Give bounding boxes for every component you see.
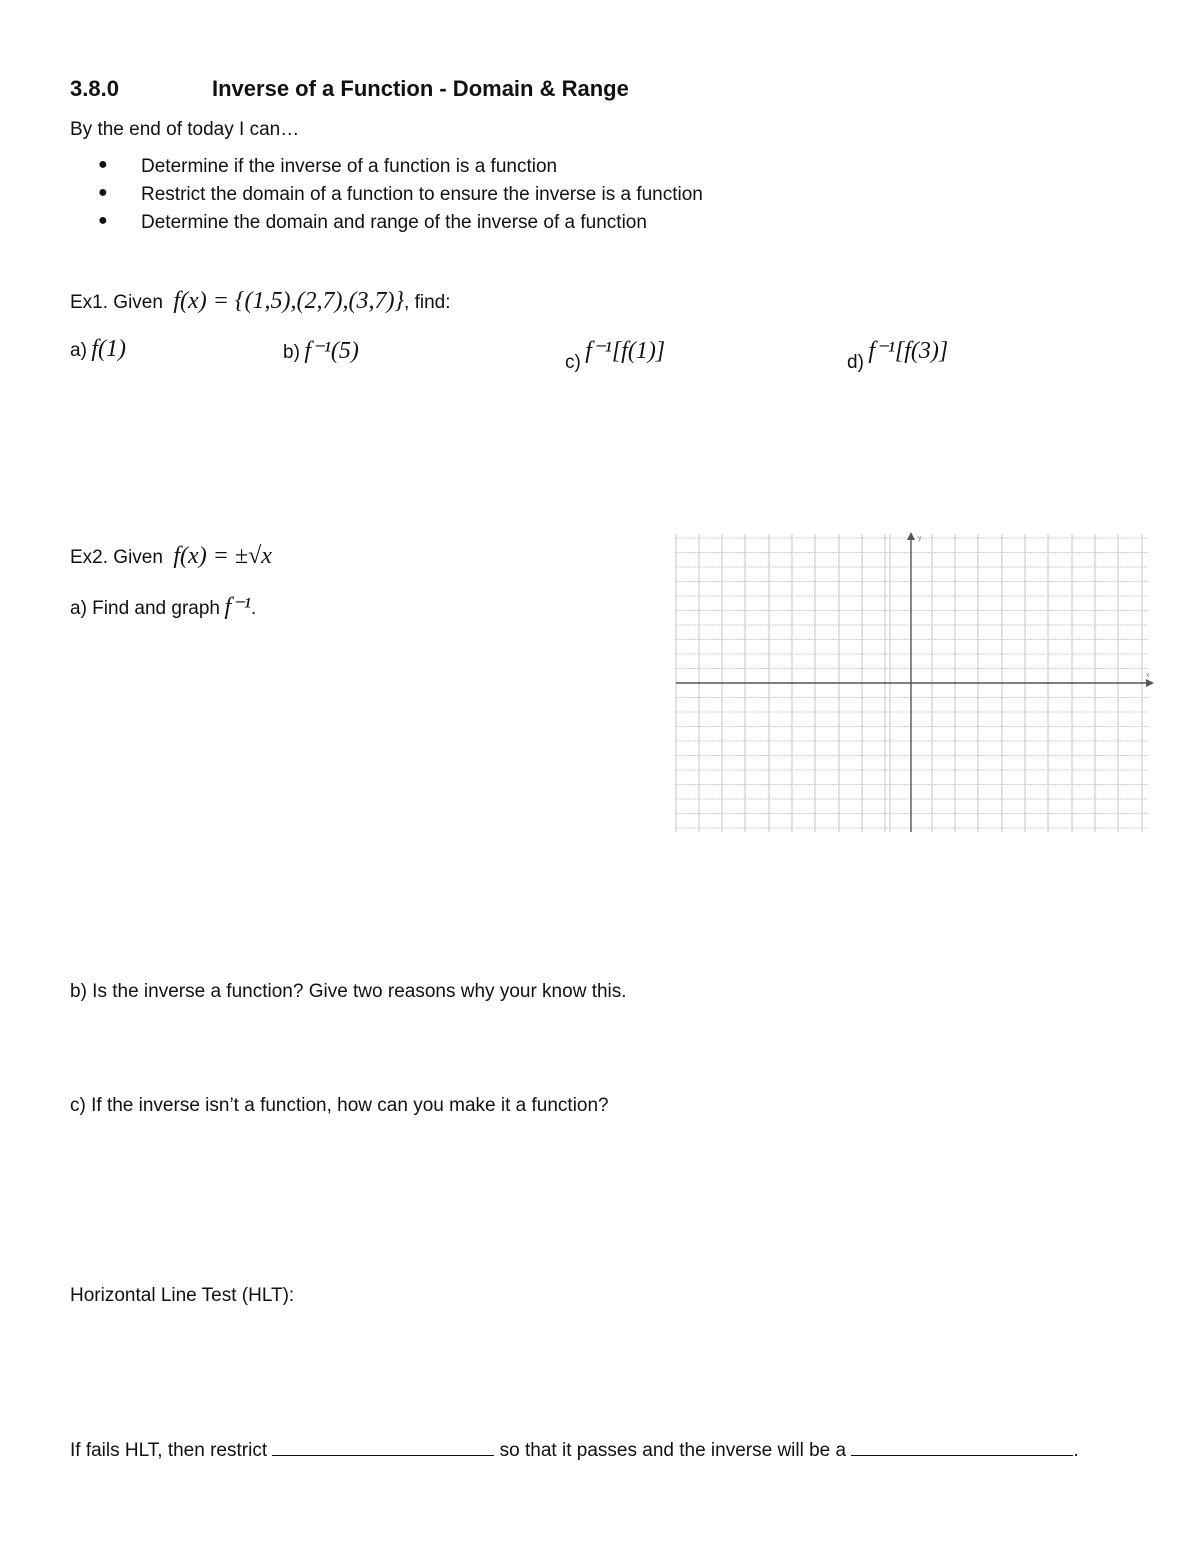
y-axis-label: y	[918, 535, 922, 542]
goal-item: ● Restrict the domain of a function to ensure the inverse is a function	[98, 184, 703, 205]
ex1-part-c: c) f⁻¹[f(1)]	[565, 338, 666, 373]
ex1-label: Ex1. Given	[70, 292, 163, 313]
hlt-heading: Horizontal Line Test (HLT):	[70, 1285, 295, 1306]
ex1-function: f(x) = {(1,5),(2,7),(3,7)}	[173, 288, 405, 314]
bullet-icon: ●	[98, 156, 108, 173]
ex1-part-a-expr: f(1)	[91, 336, 127, 362]
restrict-blank-field[interactable]	[272, 1437, 494, 1456]
y-axis-arrow-icon	[907, 532, 915, 540]
section-number: 3.8.0	[70, 76, 119, 101]
ex2-prompt	[70, 543, 272, 570]
ex2-function: f(x) = ±√x	[173, 543, 272, 569]
goal-item: ● Determine the domain and range of the inverse of a function	[98, 212, 647, 233]
ex2-part-a-expr: f⁻¹	[224, 594, 251, 620]
x-axis-arrow-icon	[1146, 679, 1154, 687]
ex2-label: Ex2. Given	[70, 547, 163, 568]
ex2-part-c: c) If the inverse isn’t a function, how can you make it a function?	[70, 1095, 609, 1116]
hlt-sentence: If fails HLT, then restrict so that it passes and the inverse will be a .	[70, 1437, 1079, 1462]
ex2-part-a: a) Find and graph f⁻¹.	[70, 594, 257, 620]
ex1-part-c-expr: f⁻¹[f(1)]	[585, 338, 666, 364]
bullet-icon: ●	[98, 184, 108, 201]
page-title: Inverse of a Function - Domain & Range	[212, 76, 629, 101]
ex1-suffix: , find:	[404, 292, 451, 313]
bullet-icon: ●	[98, 212, 108, 229]
ex2-part-b: b) Is the inverse a function? Give two reasons why your know this.	[70, 981, 627, 1002]
coordinate-grid	[672, 528, 1156, 838]
ex1-part-d-expr: f⁻¹[f(3)]	[868, 338, 949, 364]
ex1-part-b-expr: f⁻¹(5)	[304, 338, 359, 364]
ex1-part-a: a) f(1)	[70, 336, 127, 362]
x-axis-label: x	[1146, 672, 1150, 679]
ex1-part-d: d) f⁻¹[f(3)]	[847, 338, 949, 373]
ex1-part-b: b) f⁻¹(5)	[283, 338, 359, 364]
learning-goals-list	[98, 156, 703, 240]
inverse-blank-field[interactable]	[851, 1437, 1073, 1456]
ex1-prompt	[70, 288, 451, 315]
intro-text: By the end of today I can…	[70, 119, 300, 140]
goal-item: ● Determine if the inverse of a function is a function	[98, 156, 558, 177]
